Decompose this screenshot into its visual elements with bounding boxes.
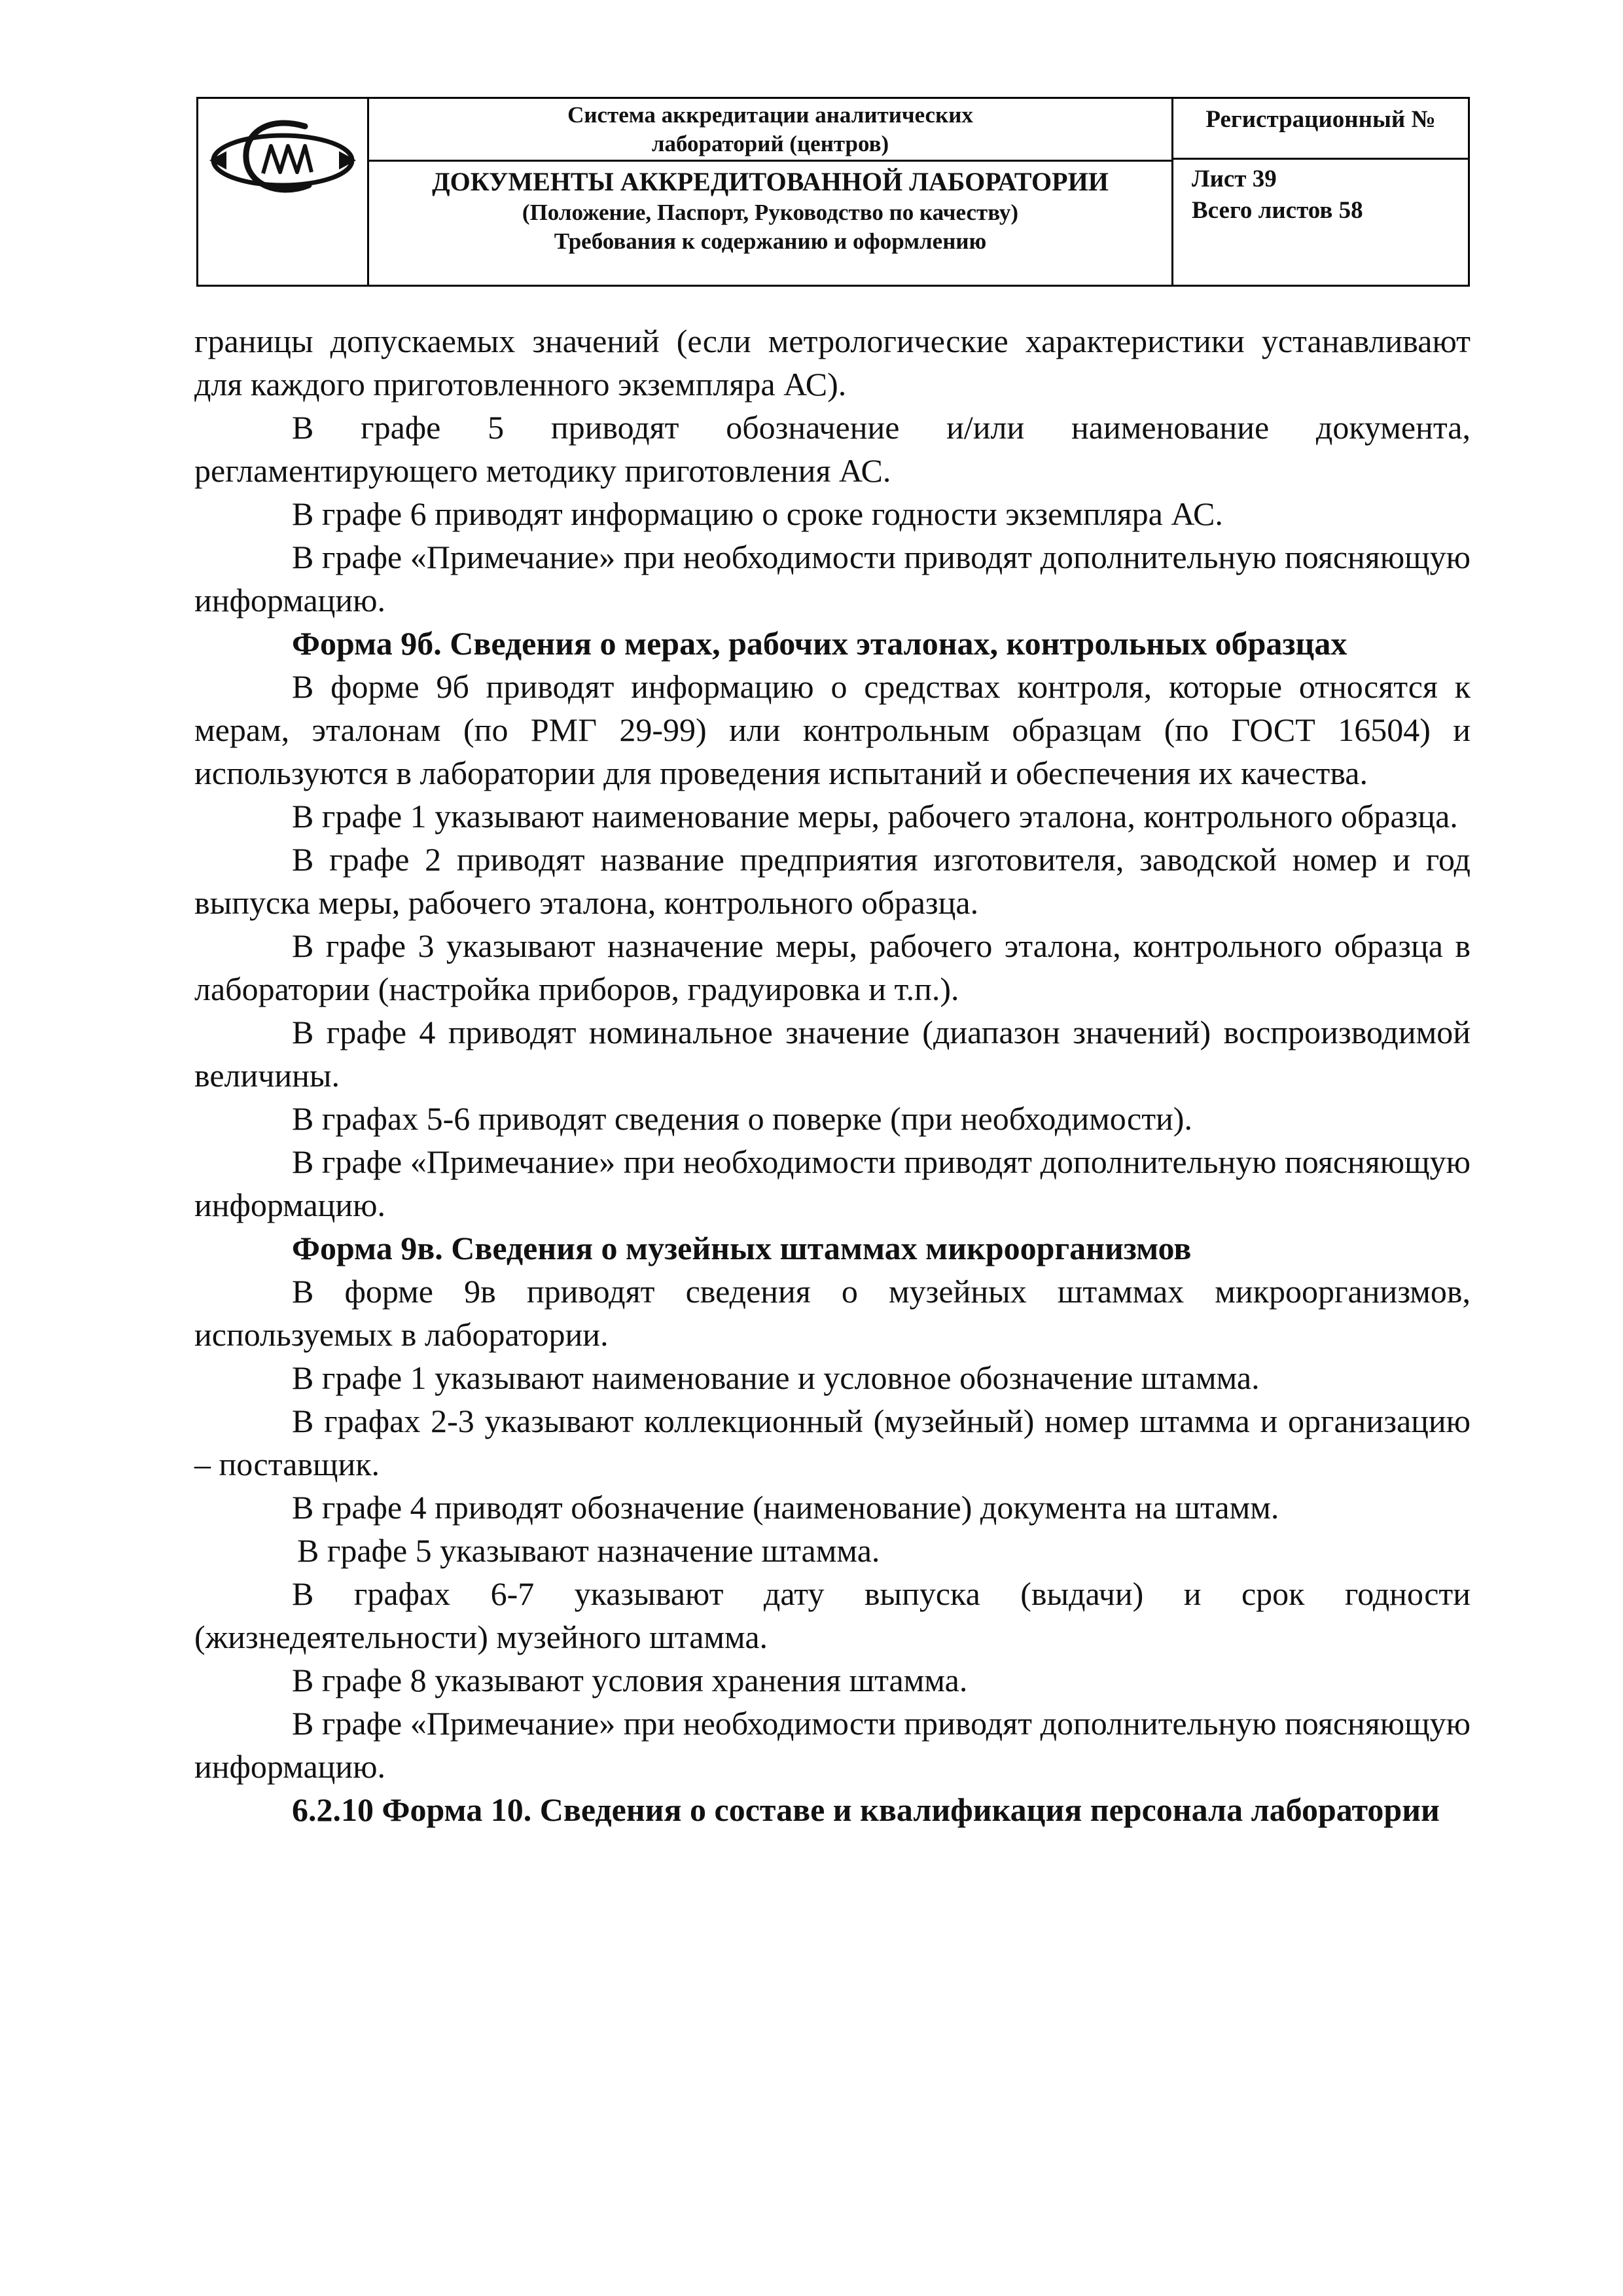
paragraph: В графе «Примечание» при необходимости приводят дополнительную поясняющую информацию.	[194, 1143, 1471, 1223]
paragraph: В графах 6-7 указывают дату выпуска (выдачи) и срок годности (жизнедеятельности) музейного штамма.	[194, 1575, 1471, 1655]
section-heading: Форма 9в. Сведения о музейных штаммах микроорганизмов	[292, 1230, 1192, 1266]
system-name-line-1: Система аккредитации аналитических	[567, 101, 973, 128]
registration-number-label: Регистрационный №	[1205, 106, 1436, 133]
document-subtitle: (Положение, Паспорт, Руководство по качеству)	[522, 200, 1019, 225]
system-name-line-2: лабораторий (центров)	[651, 130, 889, 156]
system-name-block	[369, 99, 1171, 162]
accreditation-system-logo-icon	[207, 117, 359, 201]
paragraph: В графе 4 приводят обозначение (наименование) документа на штамм.	[292, 1489, 1279, 1526]
document-title-block	[369, 162, 1171, 285]
section-heading: 6.2.10 Форма 10. Сведения о составе и квалификация персонала лаборатории	[292, 1791, 1440, 1828]
sheet-info-block	[1173, 160, 1468, 285]
document-body	[194, 319, 1471, 1831]
paragraph: В графе «Примечание» при необходимости приводят дополнительную поясняющую информацию.	[194, 1705, 1471, 1785]
section-heading: Форма 9б. Сведения о мерах, рабочих эталонах, контрольных образцах	[292, 625, 1347, 662]
header-title-cell	[369, 99, 1173, 285]
logo-cell	[198, 99, 369, 285]
document-title: ДОКУМЕНТЫ АККРЕДИТОВАННОЙ ЛАБОРАТОРИИ	[432, 167, 1109, 196]
paragraph: В графах 2-3 указывают коллекционный (музейный) номер штамма и организацию – поставщик.	[194, 1403, 1471, 1482]
total-sheets: Всего листов 58	[1192, 197, 1363, 224]
paragraph: В графе 1 указывают наименование и условное обозначение штамма.	[292, 1359, 1260, 1396]
paragraph: В графе 5 приводят обозначение и/или наименование документа, регламентирующего методику приготовления АС.	[194, 409, 1471, 489]
paragraph: В графе 8 указывают условия хранения штамма.	[292, 1662, 968, 1698]
paragraph: В форме 9б приводят информацию о средствах контроля, которые относятся к мерам, эталонам (по РМГ 29-99) или контрольным образцам (по ГОСТ 16504) и используются в лаборатории для проведения испытаний и обеспечения их качества.	[194, 668, 1471, 791]
paragraph: В форме 9в приводят сведения о музейных штаммах микроорганизмов, используемых в лаборатории.	[194, 1273, 1471, 1353]
paragraph: В графе 6 приводят информацию о сроке годности экземпляра АС.	[292, 495, 1223, 532]
paragraph: В графах 5-6 приводят сведения о поверке (при необходимости).	[292, 1100, 1192, 1137]
document-requirements: Требования к содержанию и оформлению	[554, 228, 987, 254]
header-info-cell	[1173, 99, 1468, 285]
paragraph: В графе 2 приводят название предприятия изготовителя, заводской номер и год выпуска меры, рабочего эталона, контрольного образца.	[194, 841, 1471, 921]
paragraph: границы допускаемых значений (если метрологические характеристики устанавливают для каждого приготовленного экземпляра АС).	[194, 323, 1471, 403]
paragraph: В графе 4 приводят номинальное значение (диапазон значений) воспроизводимой величины.	[194, 1014, 1471, 1094]
paragraph: В графе «Примечание» при необходимости приводят дополнительную поясняющую информацию.	[194, 539, 1471, 619]
sheet-number: Лист 39	[1192, 166, 1277, 192]
document-header-table	[196, 97, 1470, 287]
paragraph: В графе 5 указывают назначение штамма.	[297, 1532, 880, 1569]
paragraph: В графе 1 указывают наименование меры, рабочего эталона, контрольного образца.	[292, 798, 1458, 834]
registration-number-block	[1173, 99, 1468, 160]
paragraph: В графе 3 указывают назначение меры, рабочего эталона, контрольного образца в лаборатории (настройка приборов, градуировка и т.п.).	[194, 927, 1471, 1007]
